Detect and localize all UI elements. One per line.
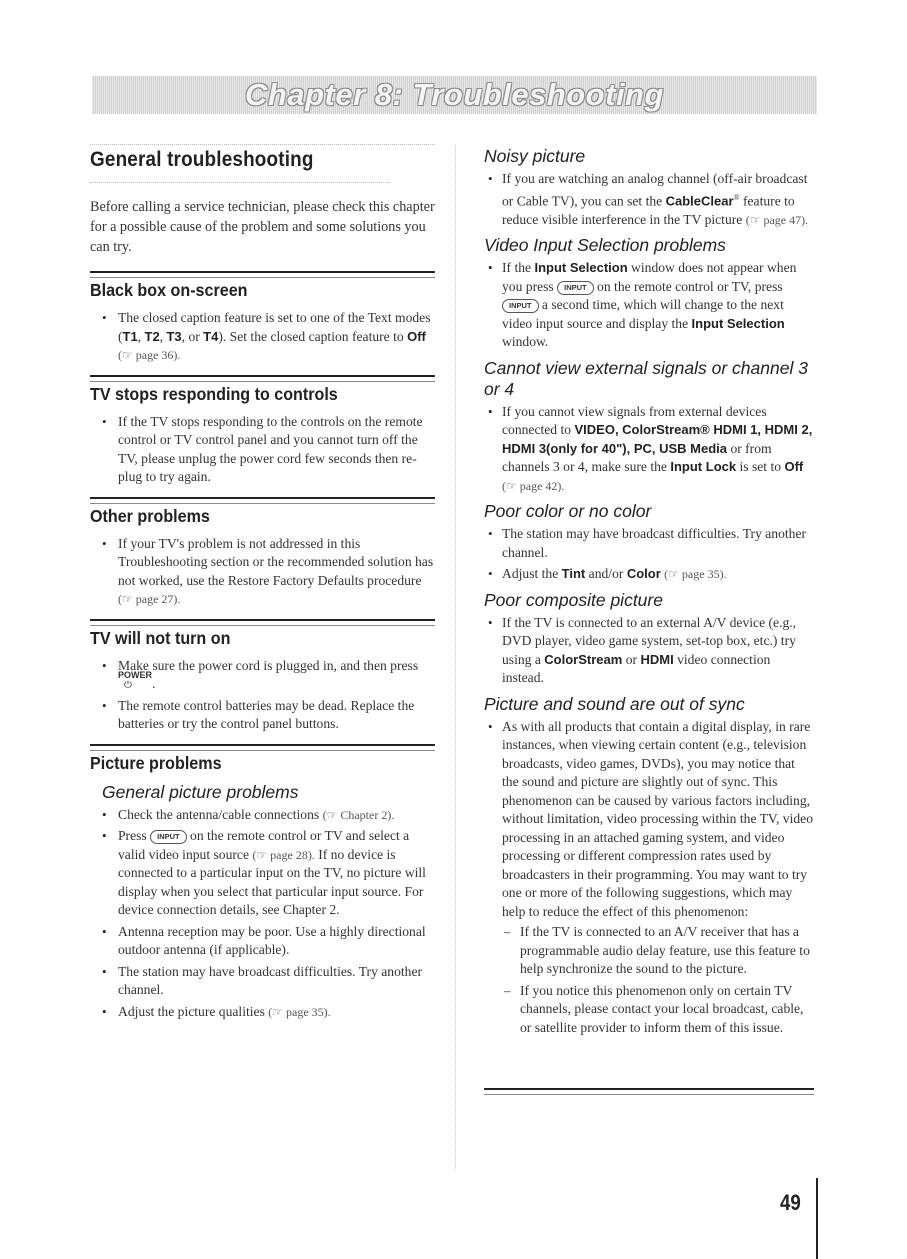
section-picture-problems bbox=[90, 744, 435, 1022]
end-rule bbox=[484, 1088, 814, 1095]
list-item: • As with all products that contain a digital display, in rare instances, when viewing certain content (e.g., television broadcasts, video games, DVDs), you may notice that the sound and picture are slightly out of sync. This phenomenon can be caused by various factors including, without limitation, video processing within the TV, video processing in an attached gaming system, and video processing or different compression rates used by broadcasters in their programming. You may want to try one or more of the following suggestions, which may help to reduce the effect of this phenomenon: – If the TV is connected to an A/V receiver that has a programmable audio delay feature, use this feature to help synchronize the sound to the picture. – If you notice this phenomenon only on certain TV channels, please contact your local broadcast, cable, or satellite provider to inform them of this issue. bbox=[502, 718, 814, 1038]
list-item: • If the Input Selection window does not appear when you press INPUT on the remote control or TV, press INPUT a second time, which will change to the next video input source and display the Input Selection window. bbox=[502, 259, 814, 352]
subsection-heading: General picture problems bbox=[102, 781, 299, 802]
page-number: 49 bbox=[780, 1190, 801, 1215]
list-item: • If your TV's problem is not addressed in this Troubleshooting section or the recommended solution has not worked, use the Restore Factory Defaults procedure (☞ page 27). bbox=[118, 535, 435, 609]
page-title: General troubleshooting bbox=[90, 148, 314, 171]
subsection-heading: Video Input Selection problems bbox=[484, 235, 726, 256]
list-item: • Press INPUT on the remote control or TV and select a valid video input source (☞ page 28). If no device is connected to a particular input on the TV, no picture will display when you select that particular input source. For device connection details, see Chapter 2. bbox=[118, 827, 435, 920]
bullet-list bbox=[484, 259, 814, 352]
section-rule bbox=[90, 619, 435, 626]
bullet-list bbox=[90, 806, 435, 1022]
bullet-list bbox=[484, 718, 814, 1038]
bullet-list bbox=[484, 525, 814, 584]
section-not-turn-on bbox=[90, 619, 435, 734]
section-rule bbox=[90, 271, 435, 278]
bullet-list bbox=[484, 403, 814, 496]
right-column bbox=[484, 140, 814, 1040]
bullet-list bbox=[90, 309, 435, 365]
list-item: • Adjust the Tint and/or Color (☞ page 35). bbox=[502, 565, 814, 584]
page-reference: (☞ page 36). bbox=[118, 348, 181, 362]
section-rule bbox=[90, 744, 435, 751]
section-heading: TV will not turn on bbox=[90, 627, 231, 648]
list-item: • The remote control batteries may be dead. Replace the batteries or try the control panel buttons. bbox=[118, 697, 435, 734]
sub-list-item: – If you notice this phenomenon only on certain TV channels, please contact your local broadcast, cable, or satellite provider to inform them of this issue. bbox=[520, 982, 814, 1038]
left-column bbox=[90, 140, 435, 1024]
input-button-icon: INPUT bbox=[502, 299, 539, 313]
subsection-heading: Poor color or no color bbox=[484, 501, 652, 522]
subsection-heading: Noisy picture bbox=[484, 146, 586, 166]
input-button-icon: INPUT bbox=[557, 281, 594, 295]
subsection-heading: Poor composite picture bbox=[484, 589, 663, 610]
section-other-problems bbox=[90, 497, 435, 609]
subsection-heading: Cannot view external signals or channel 3 or 4 bbox=[484, 357, 808, 399]
section-black-box bbox=[90, 271, 435, 365]
bullet-list bbox=[90, 535, 435, 609]
bullet-list bbox=[484, 170, 814, 229]
list-item: • Make sure the power cord is plugged in, and then press POWER ⏻ . bbox=[118, 657, 435, 694]
list-item: • If you cannot view signals from external devices connected to VIDEO, ColorStream® HDMI 1, HDMI 2, HDMI 3(only for 40"), PC, USB Media or from channels 3 or 4, make sure the Input Lock is set to Off (☞ page 42). bbox=[502, 403, 814, 496]
list-item: • If the TV stops responding to the controls on the remote control or TV control panel and you cannot turn off the TV, please unplug the power cord few seconds then re-plug to try again. bbox=[118, 413, 435, 487]
section-heading: Black box on-screen bbox=[90, 280, 248, 300]
list-item: • Adjust the picture qualities (☞ page 35). bbox=[118, 1003, 435, 1022]
list-item: • The closed caption feature is set to one of the Text modes (T1, T2, T3, or T4). Set the closed caption feature to Off (☞ page 36). bbox=[118, 309, 435, 365]
bullet-list bbox=[90, 413, 435, 487]
sub-list-item: – If the TV is connected to an A/V receiver that has a programmable audio delay feature, use this feature to help synchronize the sound to the picture. bbox=[520, 923, 814, 979]
list-item: • The station may have broadcast difficulties. Try another channel. bbox=[118, 963, 435, 1000]
page-edge-bar bbox=[816, 1178, 818, 1259]
input-button-icon: INPUT bbox=[150, 830, 187, 844]
section-heading: Picture problems bbox=[90, 752, 222, 773]
section-rule bbox=[90, 497, 435, 504]
list-item: • If you are watching an analog channel (off-air broadcast or Cable TV), you can set the CableClear® feature to reduce visible interference in the TV picture (☞ page 47). bbox=[502, 170, 814, 229]
title-divider bbox=[90, 182, 390, 183]
list-item: • Antenna reception may be poor. Use a highly directional outdoor antenna (if applicable). bbox=[118, 923, 435, 960]
list-item: • Check the antenna/cable connections (☞ Chapter 2). bbox=[118, 806, 435, 825]
section-tv-stops bbox=[90, 375, 435, 487]
section-heading: Other problems bbox=[90, 505, 210, 526]
subsection-heading: Picture and sound are out of sync bbox=[484, 693, 745, 714]
sub-list bbox=[502, 923, 814, 1037]
list-item: • The station may have broadcast difficulties. Try another channel. bbox=[502, 525, 814, 562]
bullet-list bbox=[90, 657, 435, 734]
chapter-banner bbox=[92, 76, 817, 114]
page-reference: (☞ page 27). bbox=[118, 592, 181, 606]
section-rule bbox=[90, 375, 435, 382]
list-item: • If the TV is connected to an external A/V device (e.g., DVD player, video game system, set-top box, etc.) try using a ColorStream or HDMI video connection instead. bbox=[502, 614, 814, 688]
bullet-list bbox=[484, 614, 814, 688]
section-heading: TV stops responding to controls bbox=[90, 383, 338, 404]
intro-paragraph: Before calling a service technician, please check this chapter for a possible cause of the problem and some solutions you can try. bbox=[90, 199, 435, 255]
chapter-title: Chapter 8: Troubleshooting bbox=[245, 77, 664, 112]
power-button-icon: POWER ⏻ bbox=[118, 670, 153, 691]
column-divider bbox=[455, 145, 457, 1170]
